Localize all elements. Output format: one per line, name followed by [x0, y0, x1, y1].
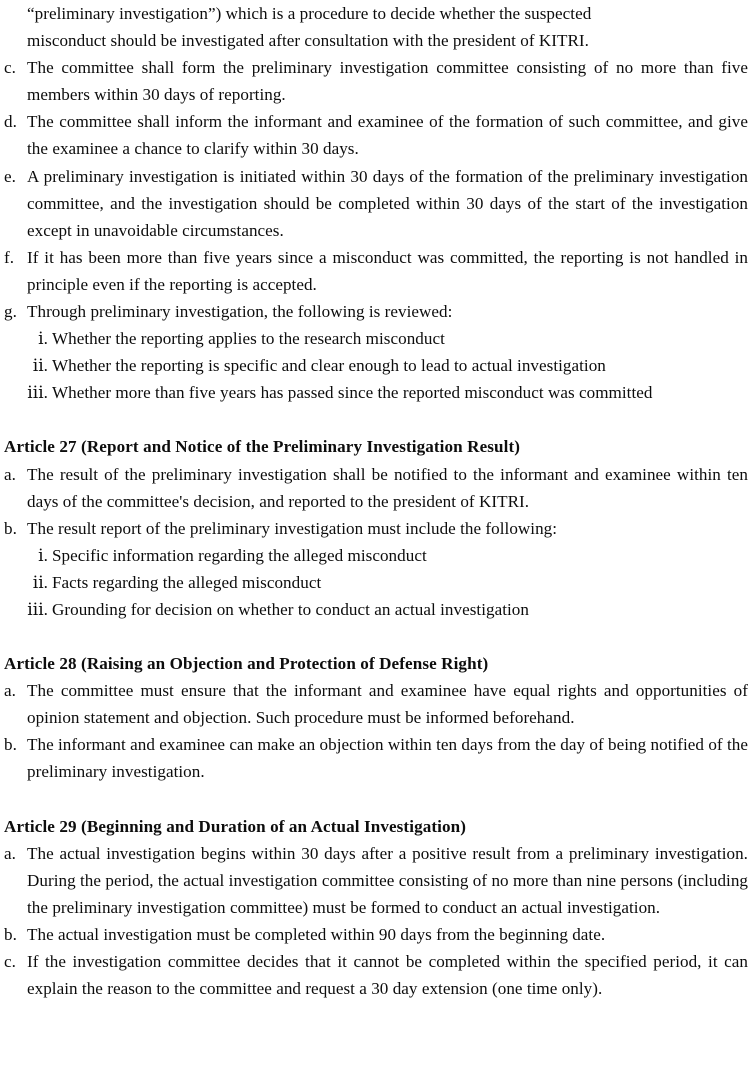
section-spacer: [4, 786, 748, 813]
continued-paragraph: [4, 0, 748, 54]
list-item-marker: b.: [4, 735, 17, 755]
sub-list-item-marker: ⅰ.: [38, 545, 48, 565]
list-item-text: The committee shall inform the informant and examinee of the formation of such committee, and give the examinee a chance to clarify within 30 days.: [27, 112, 748, 159]
list-item: [4, 244, 748, 298]
list-item-text: The result of the preliminary investigation shall be notified to the informant and examinee within ten days of the committee's decision, and reported to the president of KITRI.: [27, 464, 748, 511]
list-item: [4, 54, 748, 108]
list-item: [4, 677, 748, 731]
section-spacer: [4, 406, 748, 433]
sub-list-item: [4, 379, 748, 406]
sub-list-item: [4, 542, 748, 569]
list-item: [4, 948, 748, 1002]
sub-list-item-text: Facts regarding the alleged misconduct: [52, 572, 322, 592]
sub-list-item-text: Whether the reporting is specific and clear enough to lead to actual investigation: [52, 356, 606, 376]
list-item-text: If it has been more than five years since a misconduct was committed, the reporting is not handled in principle even if the reporting is accepted.: [27, 247, 748, 294]
list-item: [4, 515, 748, 542]
article-heading-27: Article 27 (Report and Notice of the Preliminary Investigation Result): [4, 437, 521, 457]
list-item-text: The committee must ensure that the informant and examinee have equal rights and opportunities of opinion statement and objection. Such procedure must be informed beforehand.: [27, 681, 748, 728]
list-item-marker: g.: [4, 302, 17, 322]
list-item-text: The result report of the preliminary investigation must include the following:: [27, 518, 558, 538]
list-item-marker: b.: [4, 518, 17, 538]
section-spacer: [4, 623, 748, 650]
list-item-marker: a.: [4, 464, 16, 484]
list-item-text: The informant and examinee can make an objection within ten days from the day of being notified of the preliminary investigation.: [27, 735, 748, 782]
sub-list-item: [4, 352, 748, 379]
article-heading-28: Article 28 (Raising an Objection and Protection of Defense Right): [4, 654, 489, 674]
list-item: [4, 840, 748, 921]
sub-list-item-marker: ⅱ.: [32, 356, 48, 376]
list-item: [4, 163, 748, 244]
list-item-marker: d.: [4, 112, 17, 132]
sub-list-item: [4, 569, 748, 596]
list-item: [4, 108, 748, 162]
sub-list-item-marker: ⅲ.: [27, 599, 48, 619]
list-item: [4, 731, 748, 785]
document-body: [4, 0, 748, 1002]
list-item-marker: c.: [4, 58, 16, 78]
continued-paragraph-line-1: “preliminary investigation”) which is a procedure to decide whether the suspected: [27, 4, 592, 23]
list-item-marker: a.: [4, 843, 16, 863]
sub-list-item: [4, 325, 748, 352]
list-item: [4, 461, 748, 515]
list-item-marker: c.: [4, 952, 16, 971]
list-item: [4, 921, 748, 948]
list-item-text: The committee shall form the preliminary investigation committee consisting of no more than five members within 30 days of reporting.: [27, 58, 748, 105]
list-item-text: Through preliminary investigation, the following is reviewed:: [27, 302, 453, 322]
list-item-text: The actual investigation must be completed within 90 days from the beginning date.: [27, 924, 606, 944]
list-item-marker: f.: [4, 247, 15, 267]
sub-list-item-marker: ⅲ.: [27, 383, 48, 403]
sub-list-item-text: Whether more than five years has passed since the reported misconduct was committed: [52, 383, 653, 403]
sub-list-item: [4, 596, 748, 623]
list-item: [4, 298, 748, 325]
list-item-text: If the investigation committee decides that it cannot be completed within the specified period, it can explain the reason to the committee and request a 30 day extension (one time only).: [27, 952, 748, 999]
list-item-text: The actual investigation begins within 30 days after a positive result from a preliminary investigation. During the period, the actual investigation committee consisting of no more than nine persons (including the preliminary investigation committee) must be formed to conduct an actual investigation.: [27, 843, 748, 917]
list-item-marker: a.: [4, 681, 16, 701]
sub-list-item-marker: ⅱ.: [32, 572, 48, 592]
sub-list-item-text: Specific information regarding the alleged misconduct: [52, 545, 427, 565]
sub-list-item-text: Grounding for decision on whether to conduct an actual investigation: [52, 599, 529, 619]
list-item-marker: b.: [4, 924, 17, 944]
sub-list-item-marker: ⅰ.: [38, 329, 48, 349]
list-item-text: A preliminary investigation is initiated within 30 days of the formation of the preliminary investigation committee, and the investigation should be completed within 30 days of the start of the investigation except in unavoidable circumstances.: [27, 166, 748, 240]
article-heading-29: Article 29 (Beginning and Duration of an Actual Investigation): [4, 816, 467, 836]
continued-paragraph-line-2: misconduct should be investigated after consultation with the president of KITRI.: [27, 31, 589, 51]
list-item-marker: e.: [4, 166, 16, 186]
sub-list-item-text: Whether the reporting applies to the research misconduct: [52, 329, 445, 349]
